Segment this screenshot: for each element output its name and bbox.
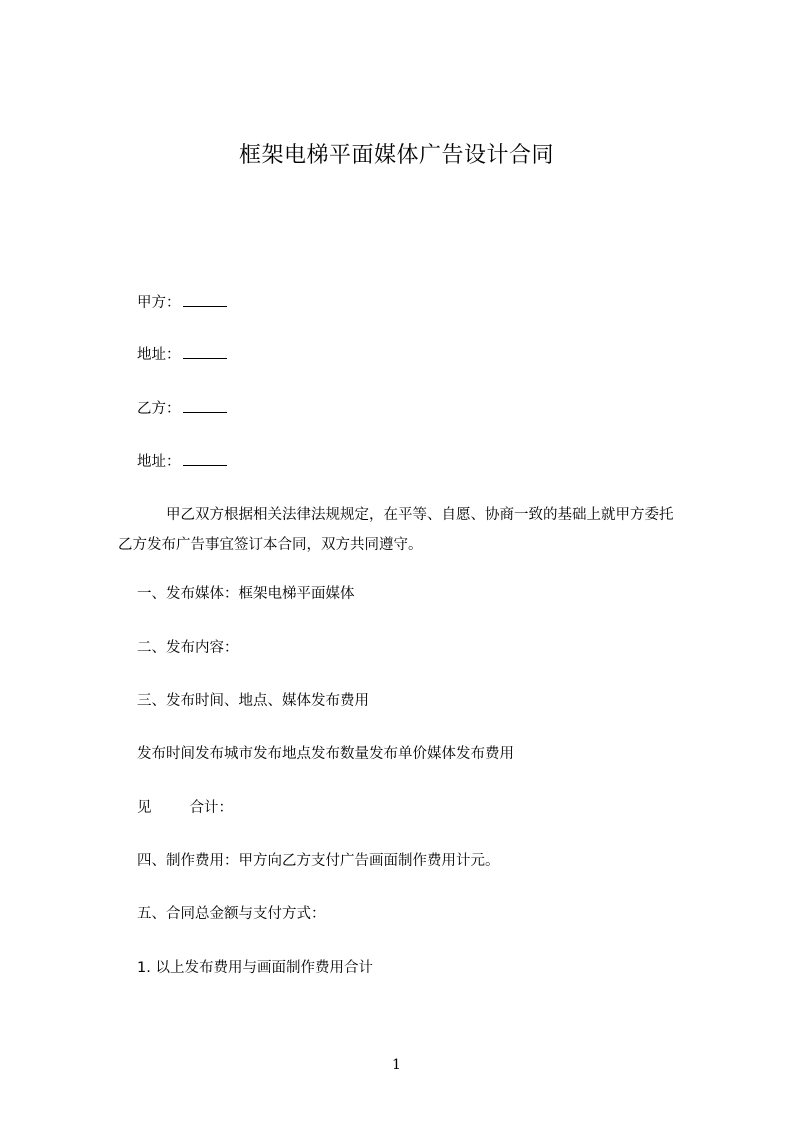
address-b-blank [183, 451, 227, 466]
page-number: 1 [392, 1057, 401, 1073]
section-4: 四、制作费用：甲方向乙方支付广告画面制作费用计元。 [137, 853, 500, 869]
section-2: 二、发布内容： [137, 640, 239, 656]
document-title: 框架电梯平面媒体广告设计合同 [238, 143, 554, 168]
address-a-label: 地址： [137, 347, 181, 363]
see-label: 见 [137, 800, 152, 816]
party-a-line [137, 292, 227, 314]
section-3: 三、发布时间、地点、媒体发布费用 [137, 693, 369, 709]
address-b-label: 地址： [137, 454, 181, 470]
address-a-blank [183, 344, 227, 359]
address-b-line [137, 451, 227, 473]
party-b-blank [183, 398, 227, 413]
party-a-blank [183, 292, 227, 307]
party-a-label: 甲方： [137, 295, 181, 311]
intro-line-1: 甲乙双方根据相关法律法规规定，在平等、自愿、协商一致的基础上就甲方委托 [166, 507, 674, 523]
intro-paragraph [118, 500, 717, 560]
fee-table-header: 发布时间发布城市发布地点发布数量发布单价媒体发布费用 [137, 746, 514, 762]
see-total-line [137, 797, 233, 819]
party-b-line [137, 398, 227, 420]
address-a-line [137, 344, 227, 366]
intro-line-2: 乙方发布广告事宜签订本合同，双方共同遵守。 [118, 537, 423, 553]
section-5: 五、合同总金额与支付方式： [137, 906, 326, 922]
section-1: 一、发布媒体：框架电梯平面媒体 [137, 586, 355, 602]
total-label: 合计： [189, 800, 233, 816]
item-1: 1. 以上发布费用与画面制作费用合计 [137, 960, 373, 976]
party-b-label: 乙方： [137, 401, 181, 417]
